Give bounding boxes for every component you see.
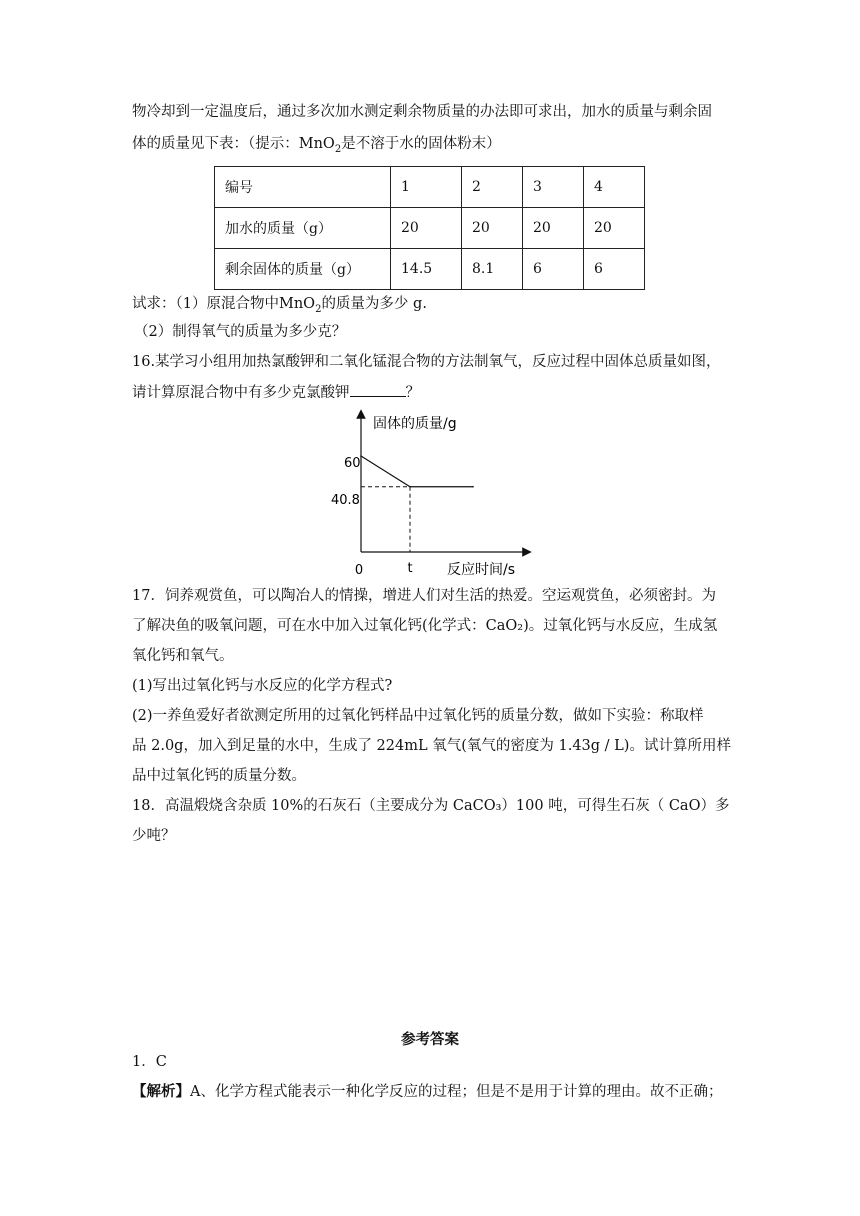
intro-text: 体的质量见下表：（提示： (132, 136, 299, 152)
answers-title: 参考答案 (401, 1031, 459, 1048)
y-axis-label: 固体的质量/g (373, 416, 457, 432)
q17-line-1: 17．饲养观赏鱼，可以陶冶人的情操，增进人们对生活的热爱。空运观赏鱼，必须密封。为 (132, 588, 716, 604)
formula-mno2: MnO (298, 136, 335, 152)
q18-line-1: 18．高温煅烧含杂质 10%的石灰石（主要成分为 CaCO₃）100 吨，可得生石灰（ CaO）多 (132, 798, 730, 814)
data-point (472, 486, 474, 488)
q15-text: 的质量为多少 g. (321, 296, 427, 312)
data-point (409, 486, 411, 488)
q17-line-7: 品中过氧化钙的质量分数。 (132, 768, 306, 784)
table-row (215, 249, 645, 290)
formula-subscript: 2 (315, 303, 322, 315)
analysis-line (132, 1082, 722, 1102)
table-cell: 20 (584, 208, 645, 249)
intro-text: 是不溶于水的固体粉末） (341, 136, 501, 152)
table-cell: 4 (584, 167, 645, 208)
q17-line-2: 了解决鱼的吸氧问题，可在水中加入过氧化钙(化学式：CaO₂)。过氧化钙与水反应，生成氢 (132, 618, 718, 634)
analysis-text: A、化学方程式能表示一种化学反应的过程；但是不是用于计算的理由。故不正确； (190, 1084, 723, 1100)
q15-ask-2: （2）制得氧气的质量为多少克？ (134, 324, 347, 340)
data-point (360, 455, 362, 457)
table-cell: 14.5 (391, 249, 462, 290)
table-cell: 剩余固体的质量（g） (215, 249, 391, 290)
table-cell: 20 (462, 208, 523, 249)
table-cell: 6 (523, 249, 584, 290)
table-cell: 加水的质量（g） (215, 208, 391, 249)
origin-label: 0 (354, 563, 364, 578)
x-axis-label: 反应时间/s (447, 562, 516, 578)
y-tick-label-40-8: 40.8 (331, 493, 360, 508)
intro-line-2 (132, 134, 501, 160)
table-row (215, 208, 645, 249)
answer-blank (350, 382, 406, 397)
q16-line-2 (132, 382, 420, 403)
q16-text: ？ (405, 385, 420, 401)
table-row (215, 167, 645, 208)
table-cell: 20 (523, 208, 584, 249)
intro-line-1: 物冷却到一定温度后，通过多次加水测定剩余物质量的办法即可求出，加水的质量与剩余固 (132, 104, 712, 120)
table-cell: 3 (523, 167, 584, 208)
q15-text: 试求：（1）原混合物中 (132, 296, 279, 312)
formula-mno2: MnO (278, 296, 316, 312)
q15-ask-1 (132, 294, 427, 320)
q17-line-5: (2)一养鱼爱好者欲测定所用的过氧化钙样品中过氧化钙的质量分数，做如下实验：称取样 (132, 708, 704, 724)
mass-time-chart (331, 406, 535, 581)
formula-subscript: 2 (334, 143, 342, 155)
table-cell: 编号 (215, 167, 391, 208)
x-tick-label-t: t (407, 561, 413, 576)
results-table (214, 166, 645, 290)
q16-line-1: 16.某学习小组用加热氯酸钾和二氧化锰混合物的方法制氧气，反应过程中固体总质量如图， (132, 354, 721, 370)
mass-series-line (361, 456, 473, 487)
q16-text: 请计算原混合物中有多少克氯酸钾 (132, 385, 350, 401)
q18-line-2: 少吨？ (132, 828, 176, 844)
table-cell: 6 (584, 249, 645, 290)
table-cell: 1 (391, 167, 462, 208)
table-cell: 8.1 (462, 249, 523, 290)
q17-line-6: 品 2.0g，加入到足量的水中，生成了 224mL 氧气(氧气的密度为 1.43g / L)。试计算所用样 (132, 738, 731, 754)
table-cell: 20 (391, 208, 462, 249)
analysis-tag: 【解析】 (132, 1083, 190, 1100)
q17-line-4: (1)写出过氧化钙与水反应的化学方程式? (132, 678, 393, 694)
q17-line-3: 氧化钙和氧气。 (132, 648, 234, 664)
answer-item-1: 1．C (132, 1054, 167, 1070)
y-tick-label-60: 60 (344, 456, 361, 471)
table-cell: 2 (462, 167, 523, 208)
